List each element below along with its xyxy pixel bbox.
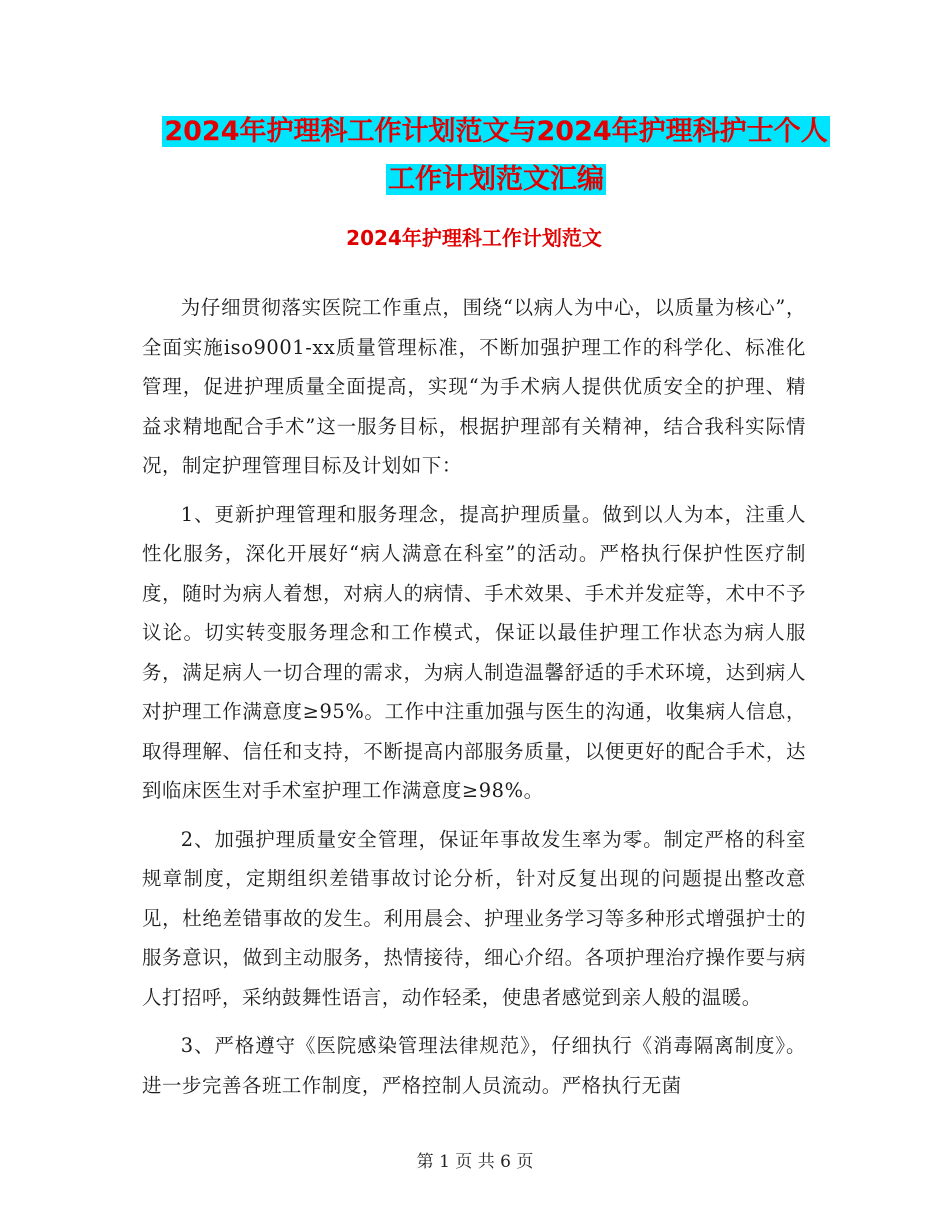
document-title-line-1: 2024年护理科工作计划范文与2024年护理科护士个人 <box>164 116 828 147</box>
document-title <box>140 108 852 204</box>
body-text <box>142 288 806 1114</box>
document-title-line-2: 工作计划范文汇编 <box>388 164 604 195</box>
page-footer: 第 1 页 共 6 页 <box>416 1152 534 1172</box>
paragraph-item-2: 2、加强护理质量安全管理，保证年事故发生率为零。制定严格的科室规章制度，定期组织差错事故讨论分析，针对反复出现的问题提出整改意见，杜绝差错事故的发生。利用晨会、护理业务学习等多种形式增强护士的服务意识，做到主动服务，热情接待，细心介绍。各项护理治疗操作要与病人打招呼，采纳鼓舞性语言，动作轻柔，使患者感觉到亲人般的温暖。 <box>142 827 806 1009</box>
paragraph-intro: 为仔细贯彻落实医院工作重点，围绕“以病人为中心，以质量为核心”，全面实施iso9001-xx质量管理标准，不断加强护理工作的科学化、标准化管理，促进护理质量全面提高，实现“为手术病人提供优质安全的护理、精益求精地配合手术”这一服务目标，根据护理部有关精神，结合我科实际情况，制定护理管理目标及计划如下： <box>142 296 806 477</box>
paragraph-item-3: 3、严格遵守《医院感染管理法律规范》，仔细执行《消毒隔离制度》。进一步完善各班工作制度，严格控制人员流动。严格执行无菌 <box>142 1034 806 1097</box>
section-title: 2024年护理科工作计划范文 <box>346 226 602 250</box>
paragraph-item-1: 1、更新护理管理和服务理念，提高护理质量。做到以人为本，注重人性化服务，深化开展好“病人满意在科室”的活动。严格执行保护性医疗制度，随时为病人着想，对病人的病情、手术效果、手术并发症等，术中不予议论。切实转变服务理念和工作模式，保证以最佳护理工作状态为病人服务，满足病人一切合理的需求，为病人制造温馨舒适的手术环境，达到病人对护理工作满意度≥95%。工作中注重加强与医生的沟通，收集病人信息，取得理解、信任和支持，不断提高内部服务质量，以便更好的配合手术，达到临床医生对手术室护理工作满意度≥98%。 <box>142 502 806 802</box>
